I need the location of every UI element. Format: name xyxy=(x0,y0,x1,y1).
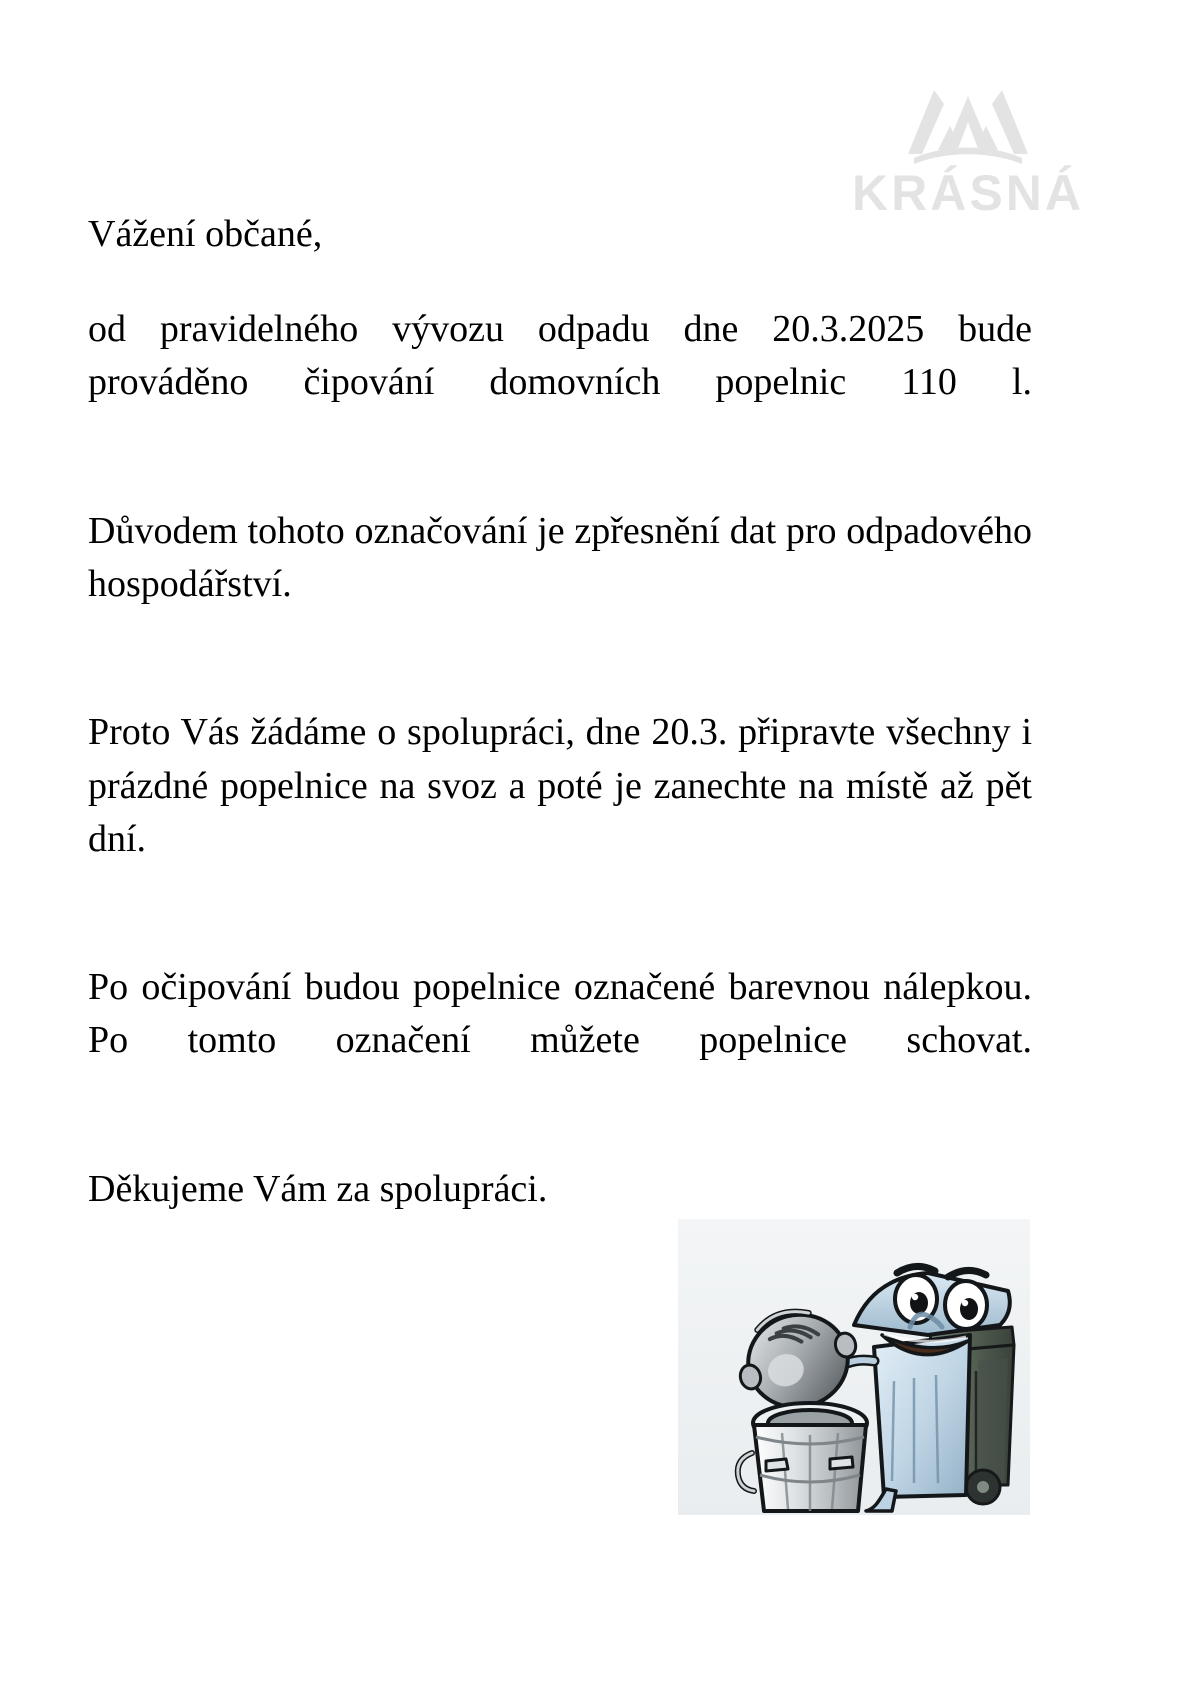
salutation-line: Vážení občané, xyxy=(88,213,323,255)
paragraph-cooperation-request: Proto Vás žádáme o spolupráci, dne 20.3. připravte všechny i prázdné popelnice na svoz a poté je zanechte na místě až pět dní. xyxy=(88,711,1032,860)
municipality-logo xyxy=(828,78,1108,221)
logo-wordmark: KRÁSNÁ xyxy=(852,165,1084,221)
paragraph-chipping-announcement: od pravidelného vývozu odpadu dne 20.3.2025 bude prováděno čipování domovních popelnic 110 l. xyxy=(88,308,1032,404)
crown-mountain-logo-icon xyxy=(900,78,1036,164)
paragraph-sticker-info: Po očipování budou popelnice označené barevnou nálepkou. Po tomto označení můžete popelnice schovat. xyxy=(88,966,1032,1062)
paragraph-thanks: Děkujeme Vám za spolupráci. xyxy=(88,1167,548,1210)
cartoon-trash-bins-illustration xyxy=(678,1185,1030,1515)
paragraph-reason: Důvodem tohoto označování je zpřesnění dat pro odpadového hospodářství. xyxy=(88,509,1032,605)
letter-body xyxy=(88,208,1032,1216)
